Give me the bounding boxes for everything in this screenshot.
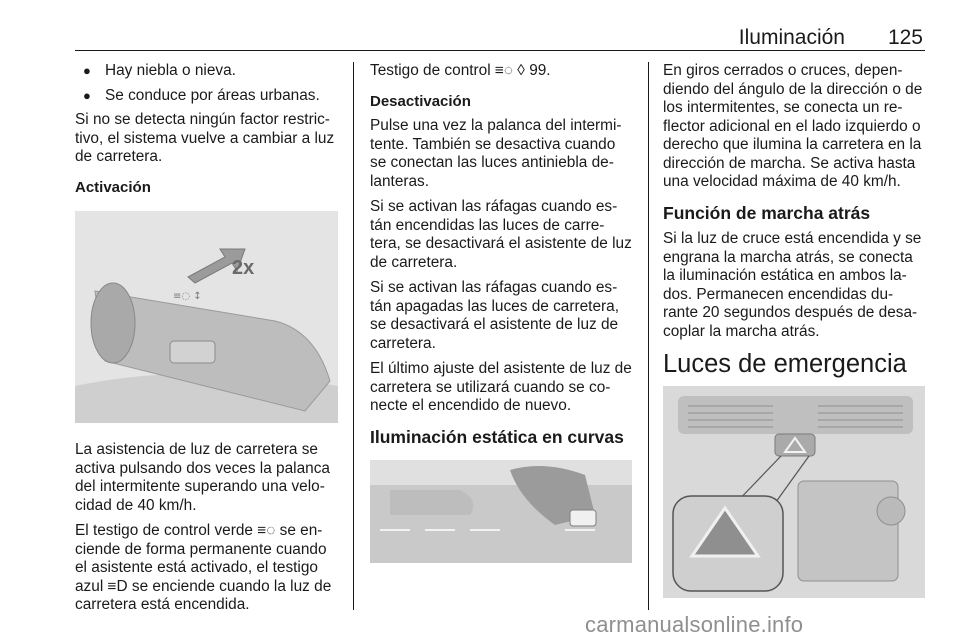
watermark: carmanualsonline.info [585,612,804,637]
column-3 [663,62,928,598]
heading-luces-emergencia: Luces de emergencia [663,350,907,378]
bullet-icon: ● [83,87,91,103]
cornering-light-figure [370,460,632,563]
control-indicator-reference: Testigo de control ≡◌ ◊ 99. [370,62,551,79]
column-divider [648,62,649,610]
figure-2x-label: 2x [232,257,255,279]
heading-desactivacion: Desactivación [370,92,471,110]
bullet-item: ● Hay niebla o nieva. [83,62,236,79]
bullet-item: ● Se conduce por áreas urbanas. [83,86,320,104]
heading-activacion: Activación [75,178,151,196]
paragraph: El testigo de control verde ≡◌ se en-ciende de forma permanente cuando el asistente está activado, el testigo azul ≡D se enciende cuando la luz de carretera está encendida. [75,522,332,613]
column-divider [353,62,354,610]
page-number: 125 [887,26,923,49]
paragraph: En giros cerrados o cruces, depen-diendo del ángulo de la dirección o de los intermitentes, se conecta un re-flector adicional en el lado izquierdo o derecho que ilumina la carretera en la dirección de marcha. Se activa hasta una velocidad máxima de 40 km/h. [663,62,923,190]
paragraph: La asistencia de luz de carretera se activa pulsando dos veces la palanca del intermitente superando una velo-cidad de 40 km/h. [75,441,330,514]
turn-signal-lever-figure [75,211,338,423]
section-title: Iluminación [738,26,845,49]
hazard-switch-figure [663,386,925,598]
page-header [75,0,925,51]
paragraph: Si no se detecta ningún factor restric-tivo, el sistema vuelve a cambiar a luz de carretera. [75,111,335,165]
paragraph: Si la luz de cruce está encendida y se engrana la marcha atrás, se conecta la iluminación estática en ambos la-dos. Permanecen encendidas du-rante 20 segundos después de desa-coplar la marcha atrás. [663,230,922,340]
paragraph: Si se activan las ráfagas cuando es-tán apagadas las luces de carretera, se desactivará el asistente de luz de carretera. [370,279,619,352]
heading-marcha-atras: Función de marcha atrás [663,202,871,223]
heading-iluminacion-curvas: Iluminación estática en curvas [370,426,624,447]
bullet-icon: ● [83,63,91,78]
column-1 [75,62,340,622]
paragraph: Si se activan las ráfagas cuando es-tán encendidas las luces de carre-tera, se desactivará el asistente de luz de carretera. [370,198,632,271]
paragraph: El último ajuste del asistente de luz de carretera se utilizará cuando se co-necte el encendido de nuevo. [370,360,632,414]
svg-text:≡◌ ↕: ≡◌ ↕ [173,291,202,302]
paragraph: Pulse una vez la palanca del intermi-tente. También se desactiva cuando se conectan las luces antiniebla de-lanteras. [370,117,622,190]
cornering-light-illustration [370,460,632,563]
column-2 [370,62,635,563]
lever-illustration [75,211,338,423]
hazard-switch-illustration [663,386,925,598]
